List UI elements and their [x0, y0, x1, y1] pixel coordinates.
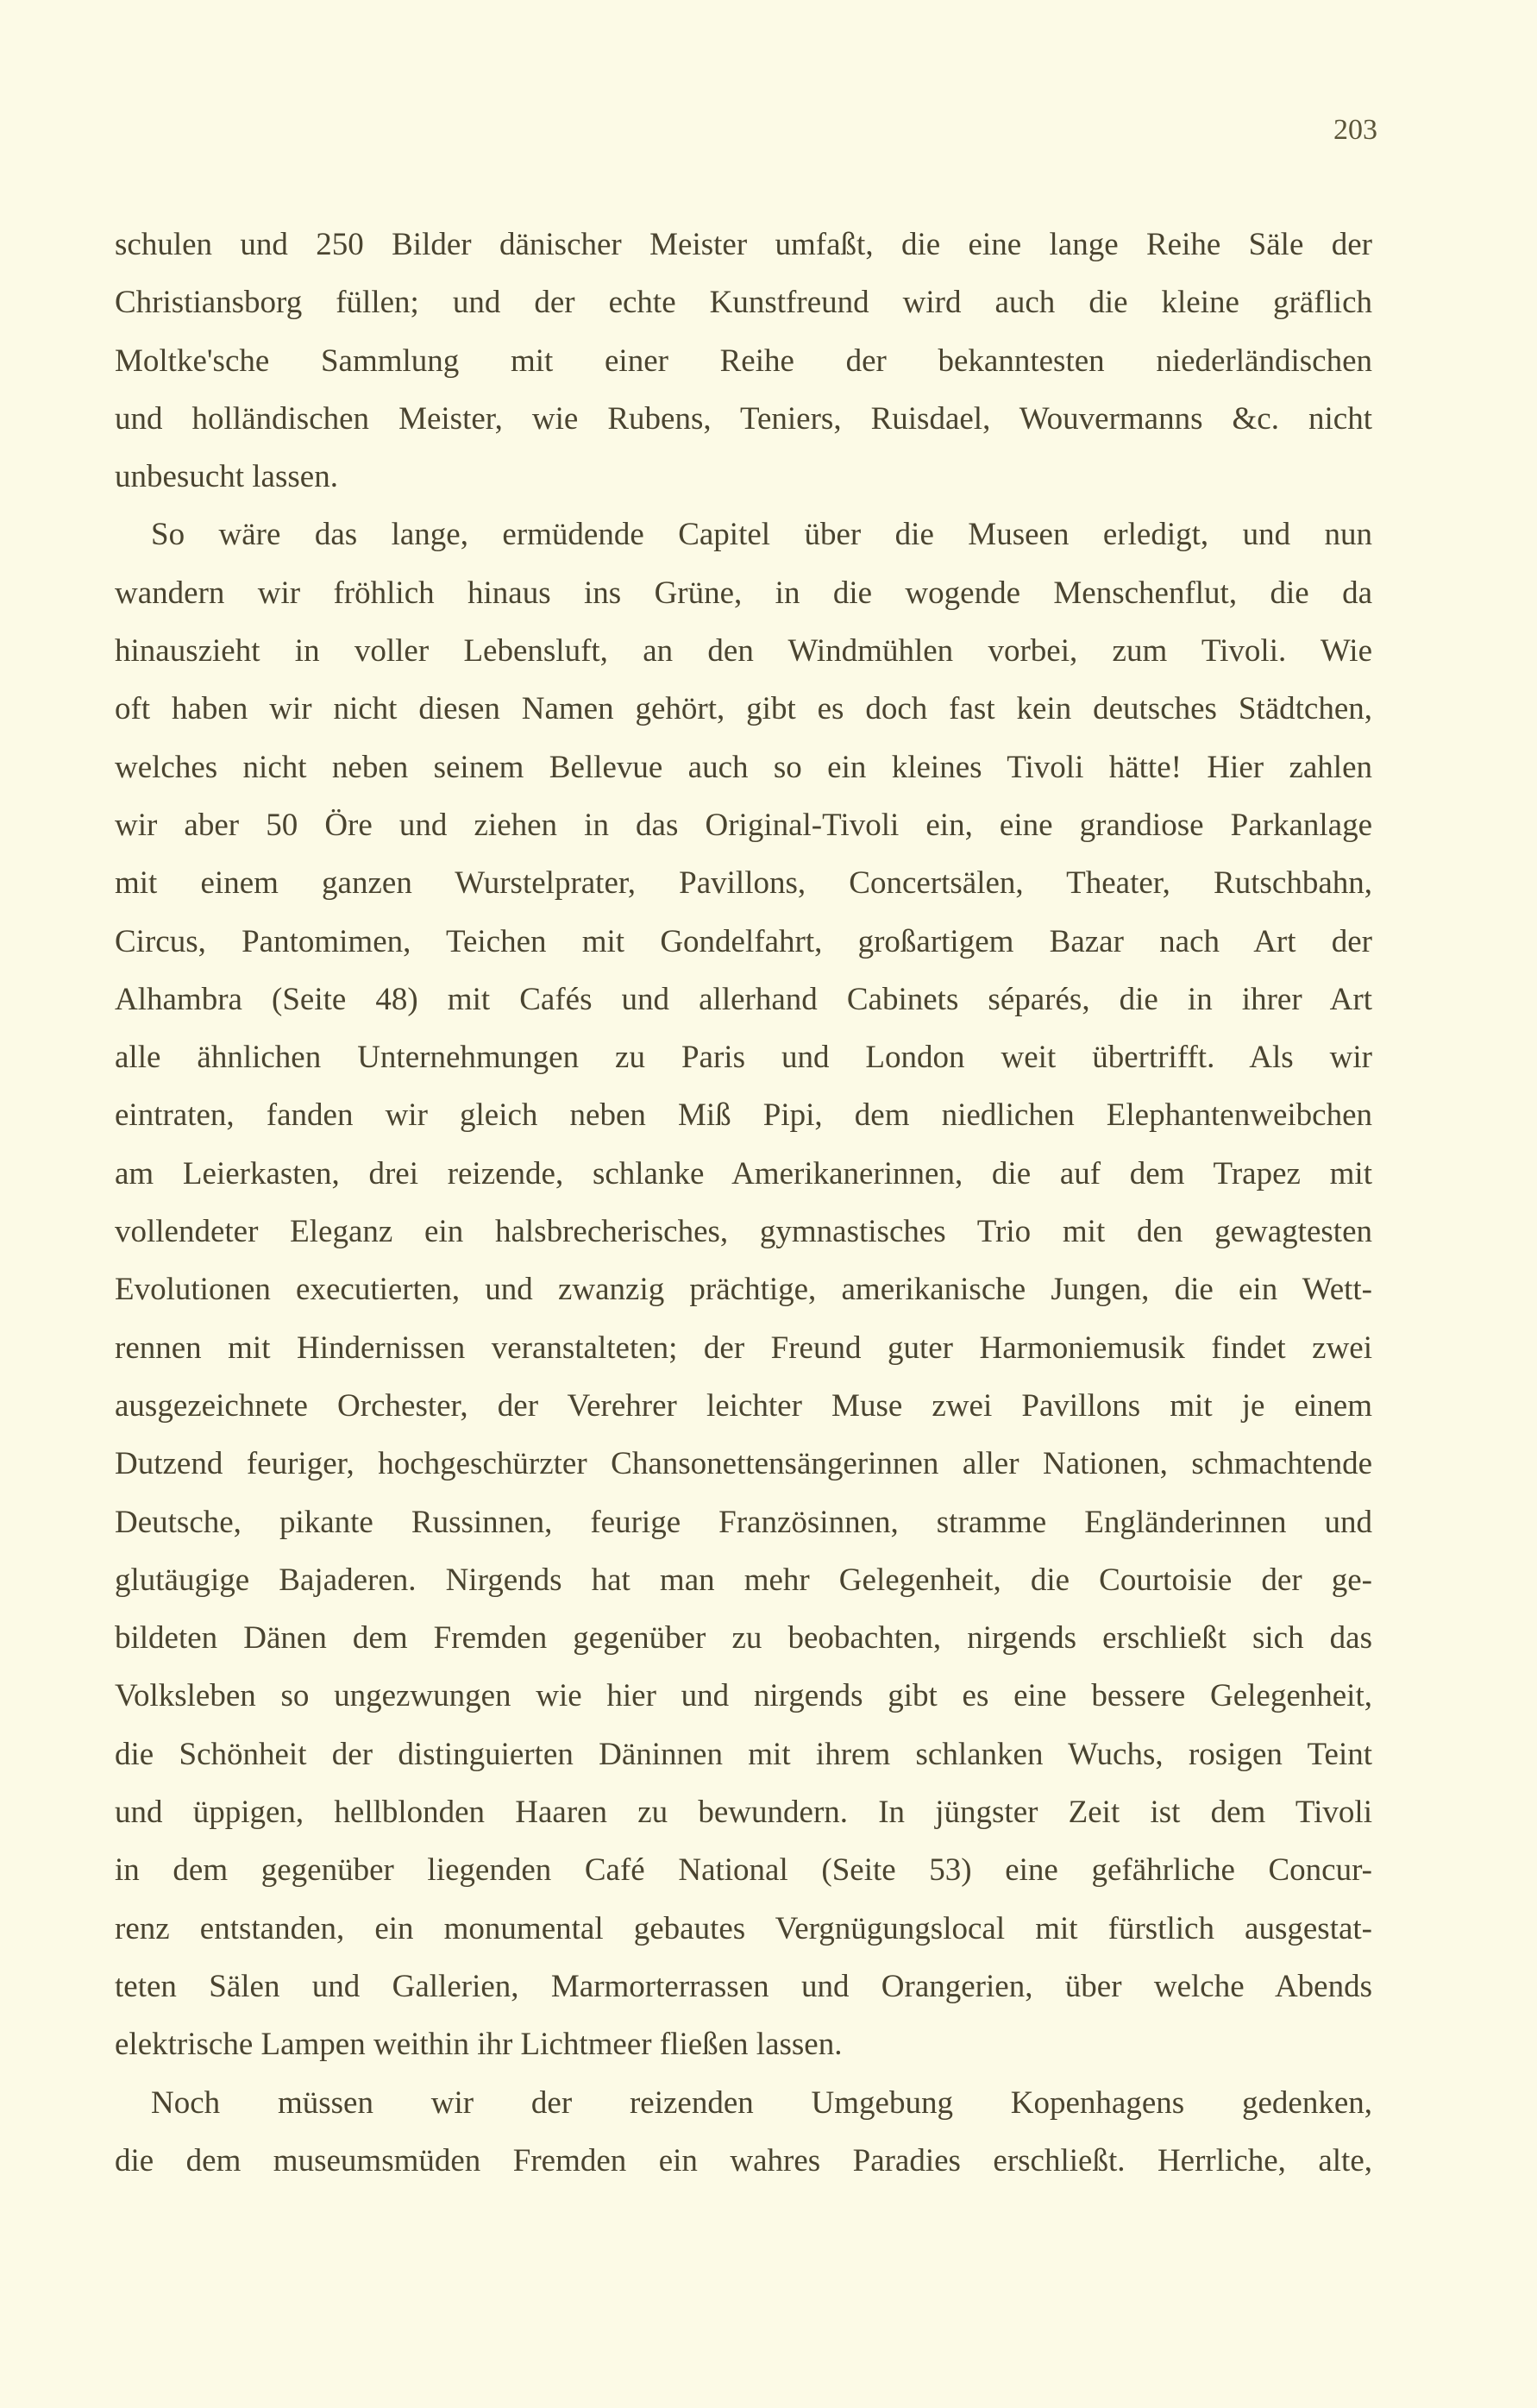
text-line: schulen und 250 Bilder dänischer Meister umfaßt, die eine lange Reihe Säle der: [115, 227, 1372, 262]
text-line: alle ähnlichen Unternehmungen zu Paris und London weit übertrifft. Als wir: [115, 1040, 1372, 1076]
text-line: welches nicht neben seinem Bellevue auch so ein kleines Tivoli hätte! Hier zahlen: [115, 749, 1372, 785]
text-line: am Leierkasten, drei reizende, schlanke Amerikanerinnen, die auf dem Trapez mit: [115, 1155, 1372, 1191]
text-line: renz entstanden, ein monumental gebautes Vergnügungslocal mit fürstlich ausgestat-: [115, 1910, 1372, 1946]
text-line: die Schönheit der distinguierten Däninnen mit ihrem schlanken Wuchs, rosigen Teint: [115, 1736, 1372, 1772]
text-line: glutäugige Bajaderen. Nirgends hat man mehr Gelegenheit, die Courtoisie der ge-: [115, 1562, 1372, 1598]
text-line: ausgezeichnete Orchester, der Verehrer leichter Muse zwei Pavillons mit je einem: [115, 1387, 1372, 1424]
text-line: bildeten Dänen dem Fremden gegenüber zu beobachten, nirgends erschließt sich das: [115, 1620, 1372, 1657]
text-line: und üppigen, hellblonden Haaren zu bewundern. In jüngster Zeit ist dem Tivoli: [115, 1795, 1372, 1831]
text-line: vollendeter Eleganz ein halsbrecherisches, gymnastisches Trio mit den gewagtesten: [115, 1214, 1372, 1250]
text-line: wir aber 50 Öre und ziehen in das Original-Tivoli ein, eine grandiose Parkanlage: [115, 807, 1372, 843]
text-line: eintraten, fanden wir gleich neben Miß Pipi, dem niedlichen Elephantenweibchen: [115, 1097, 1372, 1134]
text-line: Moltke'sche Sammlung mit einer Reihe der bekanntesten niederländischen: [115, 343, 1372, 379]
text-line: Circus, Pantomimen, Teichen mit Gondelfahrt, großartigem Bazar nach Art der: [115, 923, 1372, 959]
page-number: 203: [1333, 114, 1377, 146]
text-line: So wäre das lange, ermüdende Capitel über die Museen erledigt, und nun: [151, 517, 1372, 553]
text-line: rennen mit Hindernissen veranstalteten; der Freund guter Harmoniemusik findet zwei: [115, 1330, 1372, 1366]
text-line: Dutzend feuriger, hochgeschürzter Chansonettensängerinnen aller Nationen, schmachtende: [115, 1446, 1372, 1482]
text-line: Volksleben so ungezwungen wie hier und nirgends gibt es eine bessere Gelegenheit,: [115, 1678, 1372, 1714]
text-line: teten Sälen und Gallerien, Marmorterrassen und Orangerien, über welche Abends: [115, 1968, 1372, 2004]
text-line: in dem gegenüber liegenden Café National (Seite 53) eine gefährliche Concur-: [115, 1852, 1372, 1889]
text-line: Noch müssen wir der reizenden Umgebung Kopenhagens gedenken,: [151, 2084, 1372, 2121]
text-line: Alhambra (Seite 48) mit Cafés und allerhand Cabinets séparés, die in ihrer Art: [115, 981, 1372, 1017]
text-line: hinauszieht in voller Lebensluft, an den Windmühlen vorbei, zum Tivoli. Wie: [115, 633, 1372, 670]
text-line: Christiansborg füllen; und der echte Kunstfreund wird auch die kleine gräflich: [115, 285, 1372, 321]
text-line: und holländischen Meister, wie Rubens, Teniers, Ruisdael, Wouvermanns &c. nicht: [115, 400, 1372, 437]
text-line: Evolutionen executierten, und zwanzig prächtige, amerikanische Jungen, die ein Wett-: [115, 1272, 1372, 1308]
text-line: elektrische Lampen weithin ihr Lichtmeer fließen lassen.: [115, 2027, 843, 2063]
text-line: mit einem ganzen Wurstelprater, Pavillons, Concertsälen, Theater, Rutschbahn,: [115, 865, 1372, 902]
text-line: unbesucht lassen.: [115, 459, 338, 495]
text-line: Deutsche, pikante Russinnen, feurige Französinnen, stramme Engländerinnen und: [115, 1504, 1372, 1540]
text-line: oft haben wir nicht diesen Namen gehört, gibt es doch fast kein deutsches Städtchen,: [115, 691, 1372, 727]
text-line: wandern wir fröhlich hinaus ins Grüne, in die wogende Menschenflut, die da: [115, 575, 1372, 611]
text-line: die dem museumsmüden Fremden ein wahres Paradies erschließt. Herrliche, alte,: [115, 2142, 1372, 2179]
body-text: [115, 216, 1372, 2190]
